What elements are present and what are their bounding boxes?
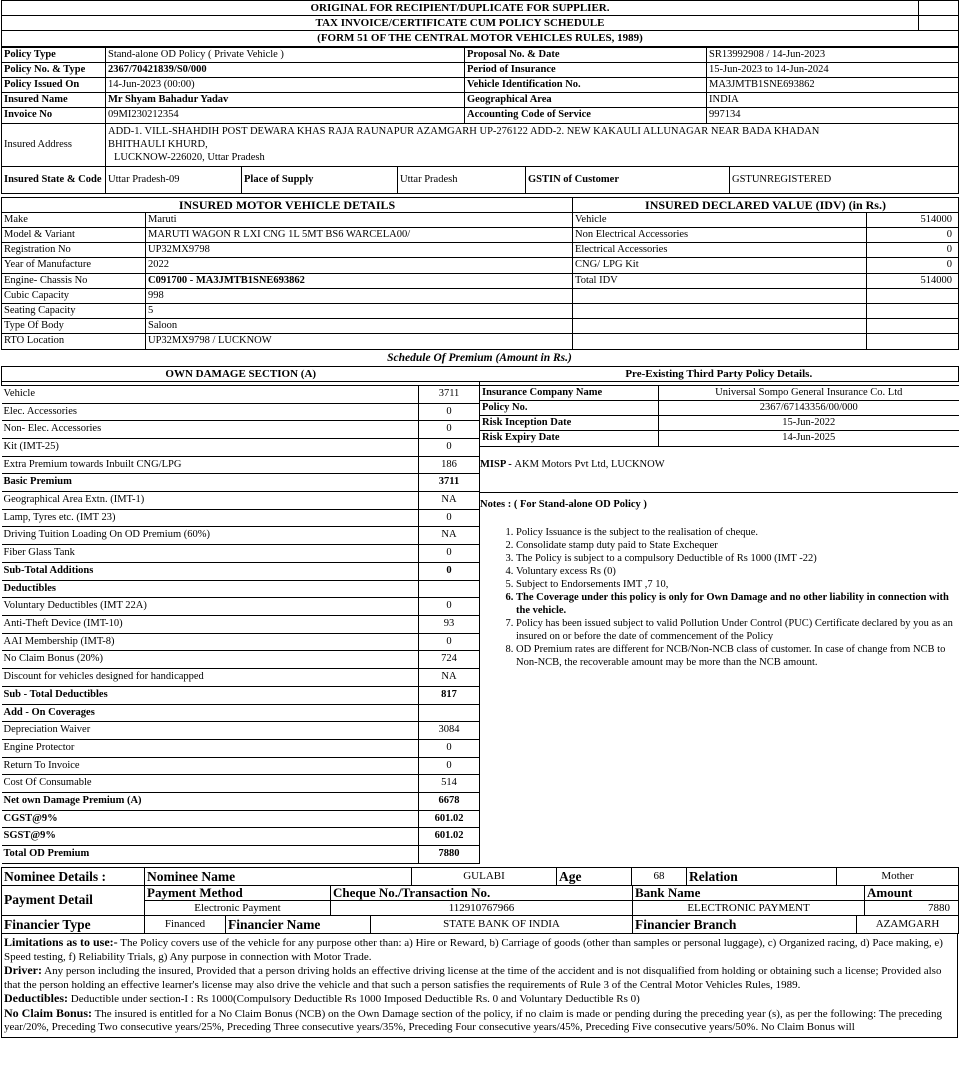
od-row (2, 562, 480, 580)
od-item-value: 0 (419, 438, 480, 456)
third-party-section (479, 366, 958, 864)
policy-field-label: Policy Issued On (2, 78, 106, 93)
od-item-label: Cost Of Consumable (2, 775, 419, 793)
od-item-value: 6678 (419, 793, 480, 811)
od-item-label: SGST@9% (2, 828, 419, 846)
od-item-value: NA (419, 669, 480, 687)
policy-field-value: 09MI230212354 (106, 108, 465, 123)
od-item-value: 0 (419, 739, 480, 757)
vehicle-field-label: Model & Variant (2, 228, 146, 243)
od-title: OWN DAMAGE SECTION (A) (2, 366, 480, 381)
tp-field-value: 15-Jun-2022 (659, 416, 959, 431)
od-item-value: 93 (419, 616, 480, 634)
place-of-supply-value: Uttar Pradesh (398, 167, 526, 194)
limitations-section (1, 934, 958, 1038)
amount-value: 7880 (865, 901, 959, 916)
idv-field-value: 0 (867, 258, 959, 273)
vehicle-row (2, 273, 959, 288)
od-item-label: Engine Protector (2, 739, 419, 757)
policy-row (2, 47, 959, 62)
od-row (2, 633, 480, 651)
od-item-label: Basic Premium (2, 474, 419, 492)
bank-name-label: Bank Name (633, 886, 865, 901)
policy-field-value: MA3JMTB1SNE693862 (707, 78, 959, 93)
vehicle-field-value: Saloon (146, 319, 573, 334)
policy-field-value: 14-Jun-2023 (00:00) (106, 78, 465, 93)
note-item: 4. Voluntary excess Rs (0) (516, 565, 958, 578)
policy-field-value: Stand-alone OD Policy ( Private Vehicle ) (106, 47, 465, 62)
policy-field-value: INDIA (707, 93, 959, 108)
od-item-value: 7880 (419, 846, 480, 864)
financier-block (1, 916, 959, 934)
policy-field-value: Mr Shyam Bahadur Yadav (106, 93, 465, 108)
insured-state-value: Uttar Pradesh-09 (106, 167, 242, 194)
policy-info (1, 47, 959, 124)
vehicle-field-label: RTO Location (2, 334, 146, 349)
od-item-value: NA (419, 527, 480, 545)
od-row (2, 509, 480, 527)
policy-row (2, 93, 959, 108)
od-item-value: 3084 (419, 722, 480, 740)
od-item-label: Sub - Total Deductibles (2, 686, 419, 704)
policy-field-label: Period of Insurance (465, 62, 707, 77)
od-row (2, 492, 480, 510)
transaction-no-label: Cheque No./Transaction No. (331, 886, 633, 901)
financier-type-value: Financed (145, 916, 226, 934)
od-item-label: CGST@9% (2, 810, 419, 828)
idv-title: INSURED DECLARED VALUE (IDV) (in Rs.) (573, 197, 959, 212)
od-item-label: Driving Tuition Loading On OD Premium (60%) (2, 527, 419, 545)
od-item-value: 0 (419, 633, 480, 651)
policy-field-label: Proposal No. & Date (465, 47, 707, 62)
od-item-label: Geographical Area Extn. (IMT-1) (2, 492, 419, 510)
od-item-label: Deductibles (2, 580, 419, 598)
tp-field-label: Policy No. (480, 401, 659, 416)
document-header (1, 0, 959, 47)
limitations-ncb: No Claim Bonus: The insured is entitled for a No Claim Bonus (NCB) on the Own Damage section of the policy, if no claim is made or pending during the preceding year (s), as per the following: The preceding year/20%, Preceding Two consecutive years/25%, Preceding Three consecutive years/35%, Preceding Four consecutive years/45%, Preceding Five consecutive years/50%. No Claim Bonus will (4, 1005, 942, 1034)
policy-field-label: Geographical Area (465, 93, 707, 108)
od-item-label: Voluntary Deductibles (IMT 22A) (2, 598, 419, 616)
vehicle-field-value: 5 (146, 304, 573, 319)
od-row (2, 651, 480, 669)
schedule-title: Schedule Of Premium (Amount in Rs.) (387, 351, 572, 364)
od-item-value: 0 (419, 545, 480, 563)
policy-document (1, 0, 958, 1038)
od-item-label: Fiber Glass Tank (2, 545, 419, 563)
od-item-label: Non- Elec. Accessories (2, 421, 419, 439)
idv-field-label: CNG/ LPG Kit (573, 258, 867, 273)
idv-field-value: 0 (867, 243, 959, 258)
policy-row (2, 62, 959, 77)
premium-section (1, 366, 958, 864)
insured-address-block (1, 124, 959, 167)
od-row (2, 580, 480, 598)
transaction-no-value: 112910767966 (331, 901, 633, 916)
od-row (2, 616, 480, 634)
od-row (2, 403, 480, 421)
policy-field-label: Vehicle Identification No. (465, 78, 707, 93)
od-item-label: Elec. Accessories (2, 403, 419, 421)
header-line-1: ORIGINAL FOR RECIPIENT/DUPLICATE FOR SUPPLIER. (2, 1, 919, 16)
vehicle-field-value: Maruti (146, 212, 573, 227)
od-row (2, 846, 480, 864)
tp-field-value: 2367/67143356/00/000 (659, 401, 959, 416)
od-item-label: Anti-Theft Device (IMT-10) (2, 616, 419, 634)
tp-field-label: Risk Inception Date (480, 416, 659, 431)
financier-branch-value: AZAMGARH (857, 916, 959, 934)
od-item-label: Extra Premium towards Inbuilt CNG/LPG (2, 456, 419, 474)
policy-field-value: 15-Jun-2023 to 14-Jun-2024 (707, 62, 959, 77)
nominee-details-label: Nominee Details : (2, 867, 145, 885)
od-row (2, 438, 480, 456)
vehicle-field-label: Make (2, 212, 146, 227)
gstin-value: GSTUNREGISTERED (730, 167, 959, 194)
tp-row (480, 416, 959, 431)
od-item-value: 817 (419, 686, 480, 704)
tp-title: Pre-Existing Third Party Policy Details. (480, 366, 959, 381)
vehicle-field-value: 998 (146, 288, 573, 303)
own-damage-section (1, 366, 479, 864)
vehicle-field-label: Cubic Capacity (2, 288, 146, 303)
od-row (2, 757, 480, 775)
od-item-value: 0 (419, 403, 480, 421)
od-row (2, 704, 480, 722)
od-item-label: Add - On Coverages (2, 704, 419, 722)
tp-field-value: 14-Jun-2025 (659, 431, 959, 446)
bank-name-value: ELECTRONIC PAYMENT (633, 901, 865, 916)
od-item-value: 0 (419, 509, 480, 527)
od-item-value: 186 (419, 456, 480, 474)
od-item-label: Sub-Total Additions (2, 562, 419, 580)
policy-field-value: 997134 (707, 108, 959, 123)
vehicle-field-value: MARUTI WAGON R LXI CNG 1L 5MT BS6 WARCELA00/ (146, 228, 573, 243)
policy-field-label: Policy Type (2, 47, 106, 62)
od-item-value (419, 704, 480, 722)
financier-branch-label: Financier Branch (633, 916, 857, 934)
od-item-label: Kit (IMT-25) (2, 438, 419, 456)
financier-name-label: Financier Name (226, 916, 371, 934)
vehicle-row (2, 228, 959, 243)
od-item-value: 3711 (419, 385, 480, 403)
vehicle-field-label: Registration No (2, 243, 146, 258)
policy-row (2, 108, 959, 123)
od-item-value: 601.02 (419, 810, 480, 828)
tp-field-label: Risk Expiry Date (480, 431, 659, 446)
payment-method-value: Electronic Payment (145, 901, 331, 916)
gstin-label: GSTIN of Customer (526, 167, 730, 194)
od-item-value: 0 (419, 757, 480, 775)
policy-field-value: SR13992908 / 14-Jun-2023 (707, 47, 959, 62)
vehicle-field-value: C091700 - MA3JMTB1SNE693862 (146, 273, 573, 288)
tp-row (480, 385, 959, 400)
vehicle-row (2, 258, 959, 273)
od-item-label: Net own Damage Premium (A) (2, 793, 419, 811)
od-item-label: Discount for vehicles designed for handicapped (2, 669, 419, 687)
idv-field-value: 514000 (867, 273, 959, 288)
note-item: 6. The Coverage under this policy is only for Own Damage and no other liability in connection with the vehicle. (516, 591, 958, 617)
policy-field-label: Invoice No (2, 108, 106, 123)
nominee-age-value: 68 (632, 867, 687, 885)
od-item-label: Total OD Premium (2, 846, 419, 864)
vehicle-row (2, 304, 959, 319)
amount-label: Amount (865, 886, 959, 901)
notes-title: Notes : ( For Stand-alone OD Policy ) (480, 498, 647, 510)
vehicle-field-label: Year of Manufacture (2, 258, 146, 273)
od-row (2, 793, 480, 811)
policy-row (2, 78, 959, 93)
note-item: 3. The Policy is subject to a compulsory Deductible of Rs 1000 (IMT -22) (516, 552, 958, 565)
idv-field-value: 0 (867, 228, 959, 243)
vehicle-row (2, 288, 959, 303)
vehicle-details-title: INSURED MOTOR VEHICLE DETAILS (2, 197, 573, 212)
vehicle-field-label: Seating Capacity (2, 304, 146, 319)
tp-row (480, 431, 959, 446)
od-row (2, 545, 480, 563)
policy-field-label: Insured Name (2, 93, 106, 108)
od-row (2, 598, 480, 616)
od-row (2, 456, 480, 474)
misp-line: MISP - AKM Motors Pvt Ltd, LUCKNOW (480, 458, 665, 470)
od-item-value: 0 (419, 421, 480, 439)
payment-method-label: Payment Method (145, 886, 331, 901)
idv-field-value: 514000 (867, 212, 959, 227)
place-of-supply-label: Place of Supply (242, 167, 398, 194)
payment-block (1, 886, 959, 916)
od-row (2, 828, 480, 846)
od-item-value: NA (419, 492, 480, 510)
vehicle-row (2, 334, 959, 349)
od-item-value: 514 (419, 775, 480, 793)
nominee-relation-label: Relation (687, 867, 837, 885)
od-item-label: AAI Membership (IMT-8) (2, 633, 419, 651)
tp-row (480, 401, 959, 416)
header-line-3: (FORM 51 OF THE CENTRAL MOTOR VEHICLES RULES, 1989) (2, 31, 959, 46)
limitations-driver: Driver: Any person including the insured, Provided that a person driving holds an effective driving license at the time of the accident and is not disqualified from holding or obtaining such a license; Provided also that the person holding an effective learner's license may also drive the vehicle and that such a person satisfies the requirements of Rule 3 of the Central Motor Vehicles Rules, 1989. (4, 963, 942, 991)
nominee-age-label: Age (557, 867, 632, 885)
notes-list (479, 526, 958, 669)
vehicle-field-label: Engine- Chassis No (2, 273, 146, 288)
state-supply-row (1, 167, 959, 194)
vehicle-idv-block (1, 197, 959, 350)
idv-field-label: Non Electrical Accessories (573, 228, 867, 243)
payment-detail-label: Payment Detail (2, 886, 145, 916)
od-row (2, 385, 480, 403)
od-item-value: 601.02 (419, 828, 480, 846)
vehicle-row (2, 243, 959, 258)
od-item-value: 3711 (419, 474, 480, 492)
vehicle-field-label: Type Of Body (2, 319, 146, 334)
limitations-use: Limitations as to use:- The Policy covers use of the vehicle for any purpose other than: a) Hire or Reward, b) Carriage of goods (other than samples or personal luggage), c) Organized racing, d) Pace making, e) Speed testing, f) Reliability Trials, g) Any purpose in connection with Motor Trade. (4, 935, 943, 963)
insured-address-label: Insured Address (2, 124, 106, 167)
insured-state-label: Insured State & Code (2, 167, 106, 194)
od-item-value: 0 (419, 598, 480, 616)
nominee-relation-value: Mother (837, 867, 959, 885)
vehicle-row (2, 212, 959, 227)
od-item-label: No Claim Bonus (20%) (2, 651, 419, 669)
od-row (2, 775, 480, 793)
od-item-value: 0 (419, 562, 480, 580)
od-item-value: 724 (419, 651, 480, 669)
note-item: 1. Policy Issuance is the subject to the realisation of cheque. (516, 526, 958, 539)
idv-field-label: Total IDV (573, 273, 867, 288)
policy-field-label: Policy No. & Type (2, 62, 106, 77)
limitations-deductibles: Deductibles: Deductible under section-I : Rs 1000(Compulsory Deductible Rs 1000 Imposed Deductible Rs. 0 and Voluntary Deductible Rs 0) (4, 991, 640, 1006)
policy-field-value: 2367/70421839/S0/000 (106, 62, 465, 77)
od-item-label: Lamp, Tyres etc. (IMT 23) (2, 509, 419, 527)
header-line-2: TAX INVOICE/CERTIFICATE CUM POLICY SCHEDULE (2, 16, 919, 31)
financier-type-label: Financier Type (2, 916, 145, 934)
vehicle-field-value: 2022 (146, 258, 573, 273)
note-item: 8. OD Premium rates are different for NCB/Non-NCB class of customer. In case of change from NCB to Non-NCB, the recoverable amount may be more than the NCB amount. (516, 643, 958, 669)
note-item: 7. Policy has been issued subject to valid Pollution Under Control (PUC) Certificate declared by you as an insured on or before the date of commencement of the Policy (516, 617, 958, 643)
note-item: 5. Subject to Endorsements IMT ,7 10, (516, 578, 958, 591)
vehicle-row (2, 319, 959, 334)
od-row (2, 669, 480, 687)
od-row (2, 474, 480, 492)
nominee-payment-block (1, 867, 959, 886)
nominee-name-value: GULABI (412, 867, 557, 885)
od-item-value (419, 580, 480, 598)
od-row (2, 527, 480, 545)
vehicle-field-value: UP32MX9798 (146, 243, 573, 258)
vehicle-field-value: UP32MX9798 / LUCKNOW (146, 334, 573, 349)
tp-field-label: Insurance Company Name (480, 385, 659, 400)
insured-address-value: ADD-1. VILL-SHAHDIH POST DEWARA KHAS RAJA RAUNAPUR AZAMGARH UP-276122 ADD-2. NEW KAKAULI ALLUNAGAR NEAR BADA KHADAN BHITHAULI KHURD, LUCKNOW-226020, Uttar Pradesh (106, 124, 959, 167)
od-row (2, 739, 480, 757)
od-row (2, 810, 480, 828)
idv-field-label: Electrical Accessories (573, 243, 867, 258)
od-item-label: Vehicle (2, 385, 419, 403)
od-item-label: Depreciation Waiver (2, 722, 419, 740)
od-row (2, 686, 480, 704)
od-row (2, 421, 480, 439)
note-item: 2. Consolidate stamp duty paid to State Exchequer (516, 539, 958, 552)
nominee-name-label: Nominee Name (145, 867, 412, 885)
tp-field-value: Universal Sompo General Insurance Co. Ltd (659, 385, 959, 400)
idv-field-label: Vehicle (573, 212, 867, 227)
financier-name-value: STATE BANK OF INDIA (371, 916, 633, 934)
od-item-label: Return To Invoice (2, 757, 419, 775)
od-row (2, 722, 480, 740)
policy-field-label: Accounting Code of Service (465, 108, 707, 123)
